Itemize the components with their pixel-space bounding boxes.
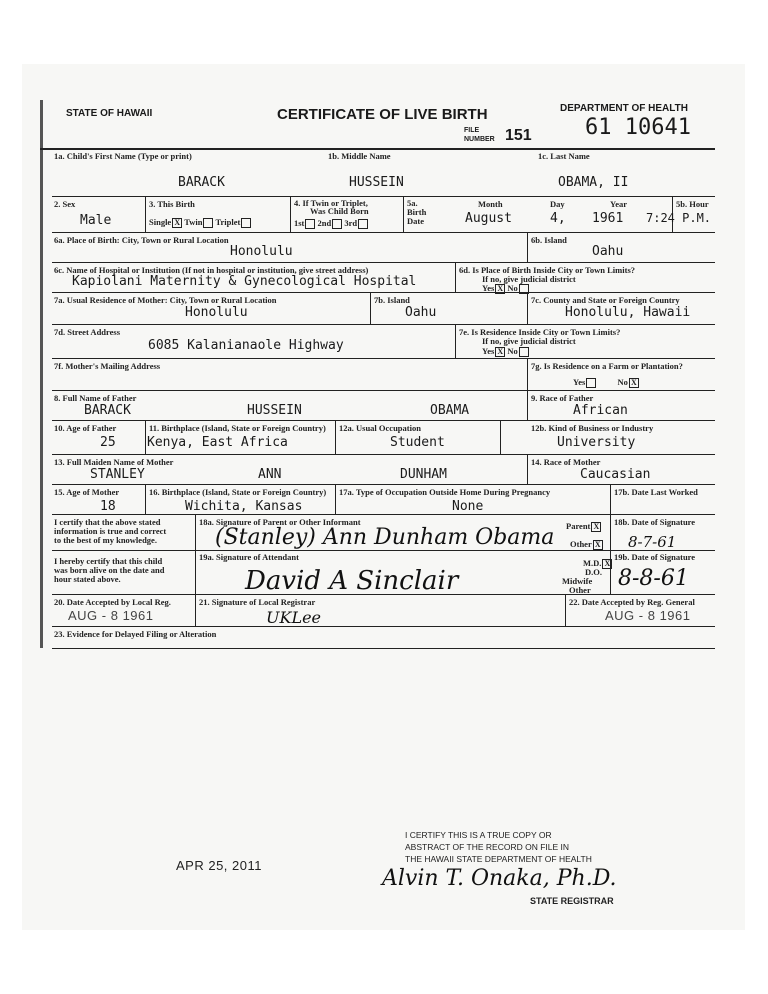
label-birth-island: 6b. Island <box>531 235 567 245</box>
label-residence-island: 7b. Island <box>374 295 410 305</box>
value-local-reg-date: AUG - 8 1961 <box>68 608 154 623</box>
state-registrar-signature: Alvin T. Onaka, Ph.D. <box>382 866 617 891</box>
value-mother-occupation: None <box>452 499 484 514</box>
label-street-address: 7d. Street Address <box>54 327 121 337</box>
label-mother-maiden-name: 13. Full Maiden Name of Mother <box>54 457 174 467</box>
label-this-birth: 3. This Birth <box>149 199 195 209</box>
label-mother-race: 14. Race of Mother <box>531 457 601 467</box>
file-number: 151 <box>505 127 532 144</box>
label-mother-age: 15. Age of Mother <box>54 487 120 497</box>
label-local-registrar: 21. Signature of Local Registrar <box>199 597 316 607</box>
value-residence-island: Oahu <box>405 305 437 320</box>
label-delayed-filing: 23. Evidence for Delayed Filing or Alteration <box>54 629 217 639</box>
label-5a-3: Date <box>407 216 424 226</box>
value-last-name: OBAMA, II <box>558 175 629 190</box>
value-county-state: Honolulu, Hawaii <box>565 305 691 320</box>
state-heading: STATE OF HAWAII <box>66 108 153 119</box>
single-checkbox: X <box>172 218 182 228</box>
department-heading: DEPARTMENT OF HEALTH <box>560 103 688 114</box>
informant-signature: (Stanley) Ann Dunham Obama <box>215 525 555 550</box>
label-father-name: 8. Full Name of Father <box>54 393 137 403</box>
value-mother-age: 18 <box>100 499 116 514</box>
label-single: Single X Twin Triplet <box>149 217 251 228</box>
label-middle-name: 1b. Middle Name <box>328 151 391 161</box>
label-reg-general-date: 22. Date Accepted by Reg. General <box>569 597 695 607</box>
value-mother-race: Caucasian <box>580 467 651 482</box>
value-birth-day: 4, <box>550 211 566 226</box>
label-other: Other X <box>570 539 603 550</box>
value-birth-hour: 7:24 P.M. <box>646 211 712 225</box>
value-mother-last: DUNHAM <box>400 467 447 482</box>
hereby-text-2: was born alive on the date and <box>54 565 165 575</box>
label-inside-city-1: 6d. Is Place of Birth Inside City or Town Limits? <box>459 265 636 275</box>
value-father-age: 25 <box>100 435 116 450</box>
state-registrar-title: STATE REGISTRAR <box>530 896 614 906</box>
label-father-age: 10. Age of Father <box>54 423 117 433</box>
value-father-middle: HUSSEIN <box>247 403 302 418</box>
label-twin-triplet-2: Was Child Born <box>310 206 369 216</box>
certify-copy-line-3: THE HAWAII STATE DEPARTMENT OF HEALTH <box>405 854 592 864</box>
value-father-first: BARACK <box>84 403 131 418</box>
value-sex: Male <box>80 213 112 228</box>
registrar-signature: UKLee <box>266 608 321 627</box>
certify-copy-line-1: I CERTIFY THIS IS A TRUE COPY OR <box>405 830 552 840</box>
value-residence-city: Honolulu <box>185 305 248 320</box>
label-19b-date: 19b. Date of Signature <box>614 552 696 562</box>
label-place-of-birth: 6a. Place of Birth: City, Town or Rural Location <box>54 235 229 245</box>
label-month: Month <box>478 199 503 209</box>
certify-text-2: information is true and correct <box>54 526 167 536</box>
label-inside-city-yes-no: Yes X No <box>482 283 529 294</box>
document-paper <box>22 64 745 930</box>
certify-text-1: I certify that the above stated <box>54 517 161 527</box>
label-day: Day <box>550 199 565 209</box>
label-last-name: 1c. Last Name <box>538 151 590 161</box>
label-local-reg-date: 20. Date Accepted by Local Reg. <box>54 597 171 607</box>
label-county-state: 7c. County and State or Foreign Country <box>531 295 680 305</box>
label-other-attendant: Other <box>569 585 591 595</box>
label-18b-date: 18b. Date of Signature <box>614 517 696 527</box>
label-father-birthplace: 11. Birthplace (Island, State or Foreign Country) <box>149 423 326 433</box>
label-mother-occupation: 17a. Type of Occupation Outside Home During Pregnancy <box>339 487 551 497</box>
value-middle-name: HUSSEIN <box>349 175 404 190</box>
label-hour: 5b. Hour <box>676 199 709 209</box>
value-birth-year: 1961 <box>592 211 624 226</box>
value-first-name: BARACK <box>178 175 225 190</box>
label-residence-inside-1: 7e. Is Residence Inside City or Town Limits? <box>459 327 621 337</box>
value-father-race: African <box>573 403 628 418</box>
label-attendant-signature: 19a. Signature of Attendant <box>199 552 299 562</box>
value-mother-birthplace: Wichita, Kansas <box>185 499 303 514</box>
twin-checkbox <box>203 218 213 228</box>
label-hospital: 6c. Name of Hospital or Institution (If not in hospital or institution, give street address) <box>54 265 369 275</box>
label-sex: 2. Sex <box>54 199 76 209</box>
label-father-race: 9. Race of Father <box>531 393 594 403</box>
value-18b-date: 8-7-61 <box>628 533 677 551</box>
value-birth-city: Honolulu <box>230 244 293 259</box>
value-hospital: Kapiolani Maternity & Gynecological Hospital <box>72 274 417 289</box>
label-twin-triplet-1: 4. If Twin or Triplet, <box>294 198 368 208</box>
label-birth-order: 1st 2nd 3rd <box>294 218 368 229</box>
triplet-checkbox <box>241 218 251 228</box>
label-informant-signature: 18a. Signature of Parent or Other Informant <box>199 517 361 527</box>
certify-text-3: to the best of my knowledge. <box>54 535 157 545</box>
value-birth-island: Oahu <box>592 244 624 259</box>
certificate-title: CERTIFICATE OF LIVE BIRTH <box>277 106 488 123</box>
value-mother-first: STANLEY <box>90 467 145 482</box>
label-year: Year <box>610 199 627 209</box>
certify-copy-line-2: ABSTRACT OF THE RECORD ON FILE IN <box>405 842 570 852</box>
label-father-industry: 12b. Kind of Business or Industry <box>531 423 654 433</box>
label-5a-1: 5a. <box>407 198 418 208</box>
value-19b-date: 8-8-61 <box>618 566 689 591</box>
value-birth-month: August <box>465 211 512 226</box>
label-md: M.D. X <box>583 558 612 569</box>
value-father-industry: University <box>557 435 636 450</box>
value-mother-middle: ANN <box>258 467 282 482</box>
label-parent: Parent X <box>566 521 601 532</box>
label-mailing-address: 7f. Mother's Mailing Address <box>54 361 161 371</box>
label-farm-yes-no: Yes No X <box>573 377 639 388</box>
value-reg-general-date: AUG - 8 1961 <box>605 608 691 623</box>
label-residence-inside-2: If no, give judicial district <box>482 336 576 346</box>
value-father-birthplace: Kenya, East Africa <box>147 435 288 450</box>
label-residence-city: 7a. Usual Residence of Mother: City, Town or Rural Location <box>54 295 277 305</box>
certificate-number: 61 10641 <box>585 115 691 140</box>
label-mother-birthplace: 16. Birthplace (Island, State or Foreign Country) <box>149 487 327 497</box>
label-do: D.O. <box>585 567 602 577</box>
file-label-2: NUMBER <box>464 136 495 143</box>
file-label-1: FILE <box>464 127 480 134</box>
issue-date: APR 25, 2011 <box>176 858 262 873</box>
label-date-last-worked: 17b. Date Last Worked <box>614 487 698 497</box>
value-street-address: 6085 Kalanianaole Highway <box>148 338 344 353</box>
label-midwife: Midwife <box>562 576 593 586</box>
label-farm: 7g. Is Residence on a Farm or Plantation? <box>531 361 683 371</box>
hereby-text-1: I hereby certify that this child <box>54 556 163 566</box>
value-father-last: OBAMA <box>430 403 470 418</box>
label-5a-2: Birth <box>407 207 427 217</box>
hereby-text-3: hour stated above. <box>54 574 121 584</box>
label-father-occupation: 12a. Usual Occupation <box>339 423 421 433</box>
value-father-occupation: Student <box>390 435 445 450</box>
attendant-signature: David A Sinclair <box>245 566 459 596</box>
label-residence-yes-no: Yes X No <box>482 346 529 357</box>
label-inside-city-2: If no, give judicial district <box>482 274 576 284</box>
label-child-first-name: 1a. Child's First Name (Type or print) <box>54 151 192 161</box>
